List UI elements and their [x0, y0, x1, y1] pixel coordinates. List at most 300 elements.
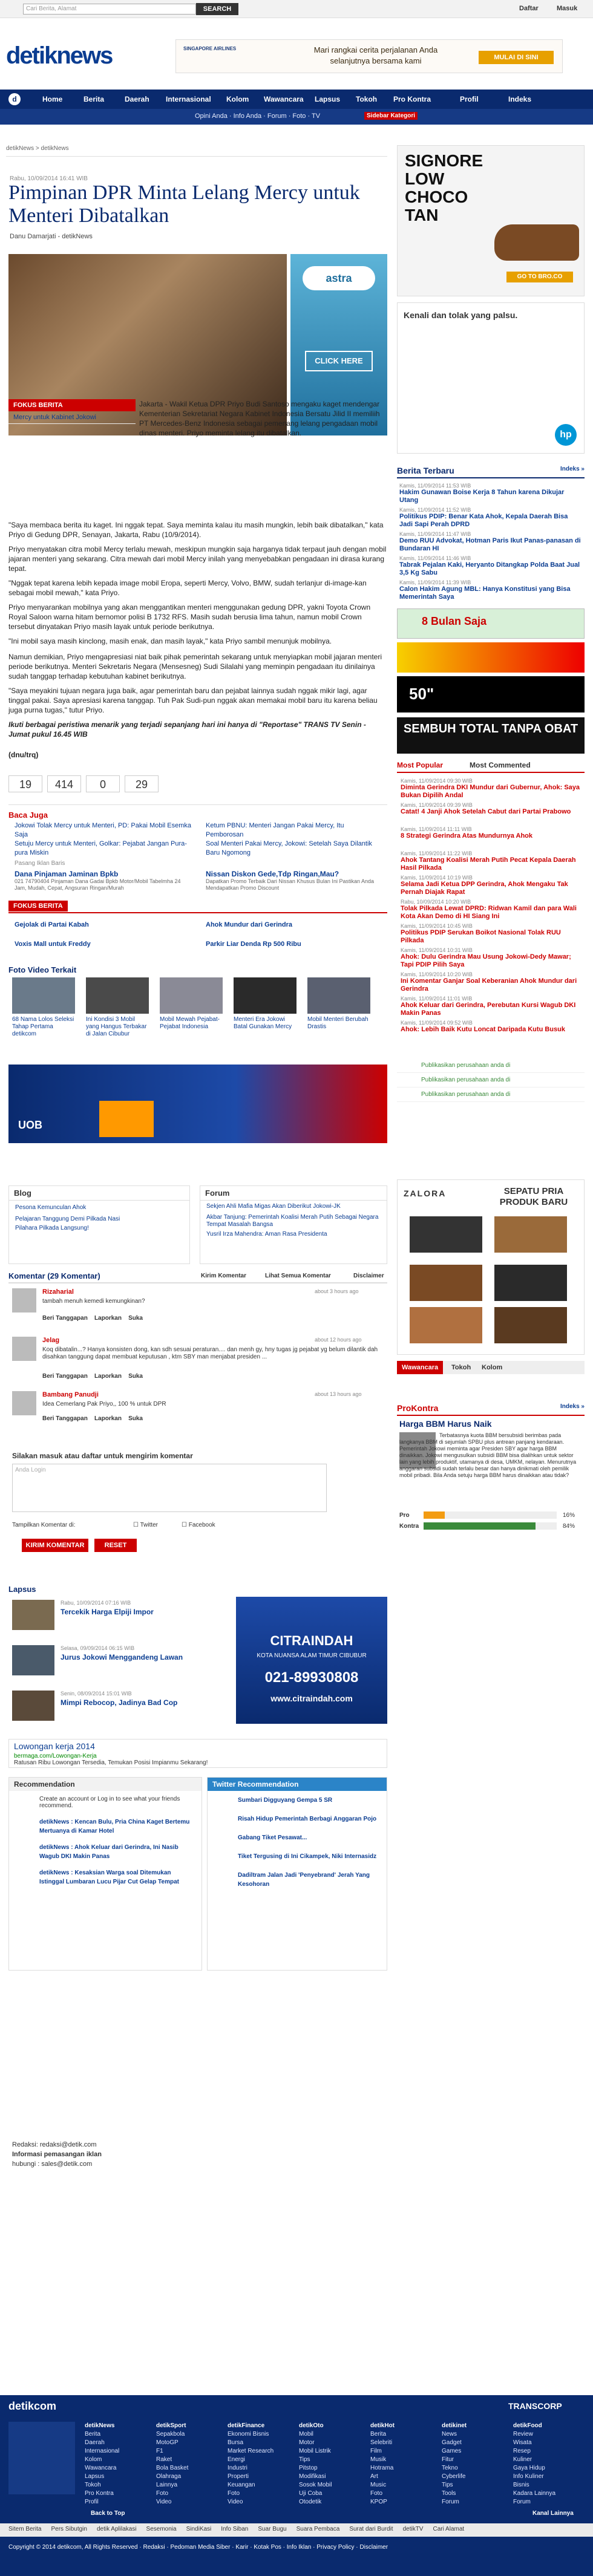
footer-link[interactable]: Hotrama	[370, 2465, 394, 2471]
foto-thumb[interactable]	[12, 977, 75, 1014]
foto-thumb[interactable]	[160, 977, 223, 1014]
footer-link[interactable]: Tips	[299, 2456, 310, 2463]
popular-item[interactable]	[401, 826, 582, 840]
reco-item[interactable]: detikNews : Ahok Keluar dari Gerindra, Ini Nasib Wagub DKI Makin Panas	[39, 1844, 179, 1860]
share-twitter[interactable]: 414	[47, 775, 81, 792]
indeks-link[interactable]: Indeks »	[560, 466, 585, 472]
comment-item	[12, 1288, 387, 1337]
lihat-semua-tab[interactable]: Lihat Semua Komentar	[265, 1273, 331, 1279]
fokus-item[interactable]: Voxis Mall untuk Freddy	[15, 941, 91, 948]
footer-link[interactable]: Musik	[370, 2456, 387, 2463]
news-headline[interactable]: Ahok: Lebih Baik Kutu Loncat Daripada Kutu Busuk	[401, 1026, 565, 1033]
footer-bottom-link[interactable]: Suar Bugu	[258, 2526, 287, 2532]
tab-most-popular[interactable]: Most Popular	[397, 761, 444, 769]
article-p2: "Saya membaca berita itu kaget. Ini nggak tepat. Saya meminta kalau itu masih mungkin, lebih baik dibatalkan," kata Priyo di Gedung DPR, Senayan, Jakarta, Rabu (10/9/2014).	[8, 521, 384, 539]
nav-daerah[interactable]: Daerah	[125, 95, 149, 103]
terbaru-item[interactable]	[399, 507, 581, 529]
news-headline[interactable]: Ahok Tantang Koalisi Merah Putih Pecat Kepala Daerah Hasil Pilkada	[401, 856, 576, 872]
tab-tokoh[interactable]: Tokoh	[451, 1364, 471, 1371]
footer-bottom-link[interactable]: Surat dari Burdit	[349, 2526, 393, 2532]
footer-link[interactable]: Review	[513, 2431, 533, 2437]
like-link[interactable]: Suka	[128, 1315, 143, 1322]
divider	[6, 156, 387, 157]
iklan-baris-title[interactable]: Nissan Diskon Gede,Tdp Ringan,Mau?	[206, 870, 339, 878]
news-headline[interactable]: Demo RUU Advokat, Hotman Paris Ikut Panas-panasan di Bundaran HI	[399, 537, 581, 552]
publikasi-box	[397, 1058, 585, 1102]
divider	[8, 804, 387, 805]
breadcrumb[interactable]: detikNews > detikNews	[6, 145, 69, 152]
lapsus-date: Rabu, 10/09/2014 07:16 WIB	[61, 1600, 131, 1606]
news-headline[interactable]: Hakim Gunawan Boise Kerja 8 Tahun karena Dikujar Utang	[399, 489, 565, 504]
footer-column-title[interactable]: detikinet	[442, 2422, 467, 2429]
ad-shoe	[494, 1265, 567, 1301]
publikasi-item[interactable]: Publikasikan perusahaan anda di	[397, 1058, 585, 1073]
baca-juga-label: Baca Juga	[8, 810, 48, 820]
article-p8: "Saya meyakini tujuan negara juga baik, agar pemerintah baru dan pejabat lainnya sudah nggak mikir lagi, agar tinggal pakai. Saya apresiasi karena tanggap. Tuh Pak Sudi-pun nggak akan memakai mobil baru itu karena beliau juga purna tugas," tutur Priyo.	[8, 686, 378, 714]
footer-link[interactable]: Mobil	[299, 2431, 313, 2437]
popular-item[interactable]	[401, 1020, 582, 1034]
article-p3: Priyo menyatakan citra mobil Mercy terlalu mewah, meskipun mungkin saja harganya tidak terpaut jauh dengan mobil jajaran menteri yang sekarang. Citra mewah dari mobil Mercy inilah yang menyebabkan pengadaan ini dirasa kurang tepat.	[8, 545, 387, 573]
redaksi-sales[interactable]: hubungi : sales@detik.com	[12, 2160, 93, 2168]
promo-ad[interactable]	[397, 642, 585, 673]
nav-pro-kontra[interactable]: Pro Kontra	[393, 95, 431, 103]
twitter-label: Twitter	[140, 1522, 159, 1528]
kirim-komentar-button[interactable]: KIRIM KOMENTAR	[22, 1539, 88, 1552]
bulan-ad[interactable]	[397, 608, 585, 639]
news-headline[interactable]: 8 Strategi Gerindra Atas Mundurnya Ahok	[401, 832, 533, 840]
baca-juga-item[interactable]: Ketum PBNU: Menteri Jangan Pakai Mercy, Itu Pemborosan	[206, 822, 344, 838]
uob-ad[interactable]	[8, 1065, 387, 1143]
twitter-reco-box	[207, 1777, 387, 1971]
footer-link[interactable]: Video	[228, 2499, 243, 2505]
lapsus-label: Lapsus	[8, 1585, 36, 1594]
comment-text: tambah menuh kemedi kemungkinan?	[42, 1298, 145, 1305]
footer-app-box[interactable]	[8, 2422, 75, 2494]
zalora-ad[interactable]	[397, 1179, 585, 1355]
main-nav	[0, 90, 593, 109]
blog-item[interactable]: Pelajaran Tanggung Demi Pilkada Nasi	[15, 1216, 120, 1222]
footer-link[interactable]: Tips	[442, 2482, 453, 2488]
forum-item[interactable]: Yusril Irza Mahendra: Aman Rasa Presidenta	[206, 1231, 327, 1237]
copyright: Copyright © 2014 detikcom, All Rights Reserved · Redaksi · Pedoman Media Siber · Karir · Kotak Pos · Info Iklan · Privacy Policy · Disclaimer	[8, 2544, 388, 2551]
article-p6: "Ini mobil saya masih kinclong, masih enak, dan masih layak," kata Priyo sambil menunjuk mobilnya.	[8, 637, 332, 645]
comment-actions[interactable]	[42, 1373, 143, 1380]
comment-item	[12, 1391, 387, 1433]
footer-column	[299, 2422, 365, 2506]
baca-juga-item[interactable]: Setuju Mercy untuk Menteri, Golkar: Pejabat Jangan Pura-pura Miskin	[15, 840, 187, 856]
footer-column	[156, 2422, 223, 2506]
news-time: Kamis, 11/09/2014 11:53 WIB	[399, 483, 471, 489]
nav-profil[interactable]: Profil	[460, 95, 479, 103]
footer-link[interactable]: Energi	[228, 2456, 245, 2463]
footer-bottom-link[interactable]: Sitem Berita	[8, 2526, 42, 2532]
reply-link[interactable]: Beri Tanggapan	[42, 1315, 88, 1322]
comment-form-title: Silakan masuk atau daftar untuk mengirim komentar	[12, 1452, 193, 1460]
comment-textarea[interactable]: Anda Login	[12, 1464, 327, 1512]
kontra-bar[interactable]	[424, 1522, 557, 1530]
footer-bottom-link[interactable]: SindiKasi	[186, 2526, 212, 2532]
popular-item[interactable]	[401, 971, 582, 993]
news-headline[interactable]: Ini Komentar Ganjar Soal Keberanian Ahok Mundur dari Gerindra	[401, 977, 577, 993]
footer-link[interactable]: Kadara Lainnya	[513, 2490, 556, 2497]
like-link[interactable]: Suka	[128, 1415, 143, 1422]
foto-caption[interactable]: 68 Nama Lolos Seleksi Tahap Pertama detikcom	[12, 1016, 74, 1037]
news-headline[interactable]: Politikus PDIP: Benar Kata Ahok, Kepala Daerah Bisa Jadi Sapi Perah DPRD	[399, 513, 568, 528]
footer-link[interactable]: Art	[370, 2473, 378, 2480]
popular-item[interactable]	[401, 850, 582, 872]
sembuh-ad[interactable]	[397, 717, 585, 754]
foto-caption[interactable]: Ini Kondisi 3 Mobil yang Hangus Terbakar di Jalan Cibubur	[86, 1016, 147, 1037]
footer-link[interactable]: Profil	[85, 2499, 99, 2505]
footer-link[interactable]: Foto	[370, 2490, 383, 2497]
terbaru-item[interactable]	[399, 531, 581, 553]
popular-item[interactable]	[401, 996, 582, 1017]
footer-column-title[interactable]: detikHot	[370, 2422, 395, 2429]
facebook-label: Facebook	[188, 1522, 215, 1528]
publikasi-item[interactable]: Publikasikan perusahaan anda di	[397, 1087, 585, 1102]
footer-link[interactable]: Properti	[228, 2473, 249, 2480]
footer-link[interactable]: Sosok Mobil	[299, 2482, 332, 2488]
footer-link[interactable]: Raket	[156, 2456, 172, 2463]
footer-link[interactable]: F1	[156, 2448, 163, 2454]
footer-link[interactable]: Bursa	[228, 2439, 244, 2446]
terbaru-item[interactable]	[399, 579, 581, 601]
footer-link[interactable]: KPOP	[370, 2499, 387, 2505]
footer-link[interactable]: Market Research	[228, 2448, 274, 2454]
lapsus-thumb[interactable]	[12, 1600, 54, 1630]
footer-link[interactable]: Industri	[228, 2465, 247, 2471]
reply-link[interactable]: Beri Tanggapan	[42, 1415, 88, 1422]
baca-juga-item[interactable]: Jokowi Tolak Mercy untuk Menteri, PD: Pakai Mobil Esemka Saja	[15, 822, 192, 838]
footer-link[interactable]: Gaya Hidup	[513, 2465, 545, 2471]
news-headline[interactable]: Ahok Keluar dari Gerindra, Perebutan Kursi Wagub DKI Makin Panas	[401, 1002, 576, 1017]
forum-item[interactable]: Akbar Tanjung: Pemerintah Koalisi Merah Putih Sebagai Negara Tempat Masalah Bangsa	[206, 1214, 379, 1228]
kanal-lainnya[interactable]: Kanal Lainnya	[532, 2510, 574, 2517]
astra-logo: astra	[303, 266, 375, 290]
article-title: Pimpinan DPR Minta Lelang Mercy untuk Menteri Dibatalkan	[8, 181, 360, 227]
prokontra-text: Terbatasnya kuota BBM bersubsidi berimbas pada langkanya BBM di sejumlah SPBU plus antrean panjang kendaraan. Pemerintah Jokowi meminta agar Presiden SBY agar harga BBM dinaikkan. Jokowi mengusulkan subsidi BBM bisa dialihkan untuk sektor lain yang lebih produktif, utamanya di desa, UMKM, nelayan. Menurutnya anggaran subsidi sudah terlalu besar dan hanya dinikmati oleh pemilik mobil pribadi. Bila Anda setuju harga BBM harus dinaikkan atau tidak?	[399, 1432, 577, 1478]
footer-link[interactable]: Berita	[85, 2431, 101, 2437]
wawancara-tabs	[397, 1361, 585, 1374]
sub-nav-badge[interactable]: Sidebar Kategori	[364, 112, 418, 120]
footer-link[interactable]: Olahraga	[156, 2473, 182, 2480]
baca-juga-item[interactable]: Soal Menteri Pakai Mercy, Jokowi: Setelah Saya Dilantik Baru Ngomong	[206, 840, 372, 856]
share-comment[interactable]: 29	[125, 775, 159, 792]
tab-kolom[interactable]: Kolom	[482, 1364, 503, 1371]
article-sign: (dnu/trq)	[8, 751, 39, 759]
footer-link[interactable]: Berita	[370, 2431, 387, 2437]
footer-link[interactable]: Lainnya	[156, 2482, 178, 2488]
comment-text: Idea Cemerlang Pak Priyo,, 100 % untuk DPR	[42, 1401, 166, 1407]
lapsus-title[interactable]: Mimpi Rebocop, Jadinya Bad Cop	[61, 1698, 178, 1707]
twitter-checkbox[interactable]: ☐ Twitter	[133, 1522, 159, 1528]
comment-time: about 13 hours ago	[315, 1391, 362, 1397]
reco-item[interactable]: detikNews : Kesaksian Warga soal Ditemukan Istinggal Lumbaran Lucu Pijar Cut Gelap Tempat	[39, 1870, 179, 1885]
news-headline[interactable]: Calon Hakim Agung MBL: Hanya Konstitusi yang Bisa Memerintah Saya	[399, 585, 571, 601]
transcorp-logo[interactable]: TRANSCORP	[508, 2401, 562, 2411]
detiknews-logo[interactable]: detiknews	[6, 42, 113, 69]
reset-button[interactable]: RESET	[94, 1539, 137, 1552]
share-google[interactable]: 0	[86, 775, 120, 792]
foto-caption[interactable]: Mobil Mewah Pejabat-Pejabat Indonesia	[160, 1016, 220, 1030]
footer-link[interactable]: Motor	[299, 2439, 315, 2446]
footer-link[interactable]: Games	[442, 2448, 462, 2454]
foto-video-label: Foto Video Terkait	[8, 965, 77, 974]
footer-link[interactable]: Fitur	[442, 2456, 454, 2463]
uob-logo: UOB	[18, 1119, 42, 1131]
lapsus-title[interactable]: Jurus Jokowi Menggandeng Lawan	[61, 1653, 183, 1661]
footer-column	[85, 2422, 151, 2506]
popular-item[interactable]	[401, 778, 582, 800]
focus-box	[8, 399, 136, 424]
detik-home-icon[interactable]: d	[8, 93, 21, 105]
iklan-baris-1[interactable]	[15, 870, 190, 892]
ad-cta-button[interactable]: GO TO BRO.CO	[506, 272, 573, 282]
news-time: Kamis, 11/09/2014 11:01 WIB	[401, 996, 473, 1002]
footer-link[interactable]: Gadget	[442, 2439, 462, 2446]
footer-column-title[interactable]: detikOto	[299, 2422, 324, 2429]
news-headline[interactable]: Ahok: Dulu Gerindra Mau Usung Jokowi-Dedy Mawar; Tapi PDIP Pilih Saya	[401, 953, 571, 968]
foto-caption[interactable]: Mobil Menteri Berubah Drastis	[307, 1016, 369, 1030]
disclaimer-tab[interactable]: Disclaimer	[353, 1273, 384, 1279]
footer-link[interactable]: Lapsus	[85, 2473, 105, 2480]
news-headline[interactable]: Diminta Gerindra DKI Mundur dari Gubernur, Ahok: Saya Bukan Dipilih Andal	[401, 784, 580, 799]
astra-cta-button[interactable]: CLICK HERE	[305, 351, 373, 371]
footer-column-title[interactable]: detikFood	[513, 2422, 542, 2429]
news-time: Kamis, 11/09/2014 11:11 WIB	[401, 826, 472, 832]
footer-link[interactable]: Cyberlife	[442, 2473, 466, 2480]
twitter-item[interactable]: Gabang Tiket Pesawat...	[238, 1834, 307, 1841]
fokus-item[interactable]: Parkir Liar Denda Rp 500 Ribu	[206, 941, 301, 948]
fokus-item[interactable]: Gejolak di Partai Kabah	[15, 921, 89, 928]
footer-link[interactable]: Pitstop	[299, 2465, 318, 2471]
popular-item[interactable]	[401, 923, 582, 945]
footer-link[interactable]: Foto	[156, 2490, 169, 2497]
footer-link[interactable]: Pro Kontra	[85, 2490, 114, 2497]
comment-user[interactable]: Rizaharial	[42, 1288, 74, 1296]
trans-tv-promo: Ikuti berbagai peristiwa menarik yang terjadi sepanjang hari ini hanya di "Reportase" TRANS TV Senin - Jumat pukul 16.45 WIB	[8, 720, 366, 739]
ad-shoe	[410, 1307, 482, 1343]
fokus-item[interactable]: Ahok Mundur dari Gerindra	[206, 921, 293, 928]
iklan-baris-2[interactable]	[206, 870, 381, 892]
tv-ad[interactable]	[397, 676, 585, 712]
news-headline[interactable]: Catat! 4 Janji Ahok Setelah Cabut dari Partai Prabowo	[401, 808, 571, 815]
report-link[interactable]: Laporkan	[94, 1415, 122, 1422]
footer-link[interactable]: Internasional	[85, 2448, 120, 2454]
share-facebook[interactable]: 19	[8, 775, 42, 792]
foto-thumb[interactable]	[307, 977, 370, 1014]
footer-link[interactable]: Keuangan	[228, 2482, 255, 2488]
tab-most-commented[interactable]: Most Commented	[470, 761, 531, 769]
footer-link[interactable]: Uji Coba	[299, 2490, 323, 2497]
nav-lapsus[interactable]: Lapsus	[315, 95, 341, 103]
footer-bottom-link[interactable]: Sesemonia	[146, 2526, 177, 2532]
article-p1: Jakarta - Wakil Ketua DPR Priyo Budi Santoso mengaku kaget mendengar Kementerian Sekretariat Negara Kabinet Indonesia Bersatu Jilid II memiliih PT Mercedes-Benz Indonesia sebagai pemenang lelang pengadaan mobil dinas menteri. Priyo meminta lelang itu dibatalkan.	[139, 400, 380, 437]
comment-actions[interactable]	[42, 1415, 143, 1422]
comment-user[interactable]: Jelag	[42, 1337, 60, 1344]
blog-item[interactable]: Pilahara Pilkada Langsung!	[15, 1225, 89, 1231]
forum-box	[200, 1185, 387, 1264]
footer-link[interactable]: Ekonomi Bisnis	[228, 2431, 269, 2437]
footer-link[interactable]: Kolom	[85, 2456, 102, 2463]
twitter-item[interactable]: Risah Hidup Pemerintah Berbagi Anggaran Pojo	[238, 1816, 377, 1822]
footer-link[interactable]: Selebriti	[370, 2439, 393, 2446]
news-headline[interactable]: Tolak Pilkada Lewat DPRD: Ridwan Kamil dan para Wali Kota Akan Demo di HI Siang Ini	[401, 905, 577, 920]
footer-column-title[interactable]: detikFinance	[228, 2422, 265, 2429]
footer-link[interactable]: Forum	[442, 2499, 459, 2505]
footer-link[interactable]: Foto	[228, 2490, 240, 2497]
iklan-baris-title[interactable]: Dana Pinjaman Jaminan Bpkb	[15, 870, 119, 878]
footer-bottom-link[interactable]: Cari Alamat	[433, 2526, 465, 2532]
pro-bar[interactable]	[424, 1511, 557, 1519]
popular-item[interactable]	[401, 947, 582, 969]
sub-nav	[0, 109, 593, 125]
singapore-airlines-ad[interactable]	[175, 39, 563, 73]
comment-actions[interactable]	[42, 1315, 143, 1322]
footer-bottom-link[interactable]: detik Aplilakasi	[96, 2526, 137, 2532]
lapsus-thumb[interactable]	[12, 1645, 54, 1675]
ad-text: Mari rangkai cerita perjalanan Anda selanjutnya bersama kami	[313, 45, 438, 65]
nav-home[interactable]: Home	[42, 95, 63, 103]
footer-bottom-link[interactable]: Info Siban	[221, 2526, 249, 2532]
footer-link[interactable]: Info Kuliner	[513, 2473, 544, 2480]
report-link[interactable]: Laporkan	[94, 1315, 122, 1322]
nav-berita[interactable]: Berita	[84, 95, 105, 103]
footer-logo[interactable]: detikcom	[8, 2400, 57, 2412]
footer-link[interactable]: MotoGP	[156, 2439, 179, 2446]
indeks-link[interactable]: Indeks »	[560, 1403, 585, 1410]
footer-bottom-link[interactable]: detikTV	[402, 2526, 424, 2532]
news-time: Kamis, 11/09/2014 09:52 WIB	[401, 1020, 473, 1026]
foto-thumb[interactable]	[86, 977, 149, 1014]
ad-shoe	[410, 1265, 482, 1301]
ad-title[interactable]: Lowongan kerja 2014	[14, 1741, 95, 1751]
sub-nav-links[interactable]: Opini Anda · Info Anda · Forum · Foto · TV	[195, 112, 321, 120]
twitter-reco-label: Twitter Recommendation	[208, 1778, 387, 1791]
kirim-komentar-tab[interactable]: Kirim Komentar	[201, 1273, 247, 1279]
comment-text: Koq dibatalin...? Hanya konsisten dong, kan sdh sesuai peraturan.... dan menh gy, hny tugas jg pejabat yg belum dilantik dah disahkan tanggung dapat membuat keputusan , ktm SBY man menjabat presiden ...	[42, 1346, 378, 1360]
footer-link[interactable]: Sepakbola	[156, 2431, 185, 2437]
footer-link[interactable]: Tekno	[442, 2465, 458, 2471]
daftar-link[interactable]: Daftar	[519, 5, 539, 12]
footer-bottom-link[interactable]: Suara Pembaca	[296, 2526, 340, 2532]
footer-link[interactable]: Modifikasi	[299, 2473, 326, 2480]
footer	[0, 2395, 593, 2576]
footer-link[interactable]: Kuliner	[513, 2456, 532, 2463]
twitter-item[interactable]: Dadiltram Jalan Jadi 'Penyebrand' Jerah Yang Kesohoran	[238, 1872, 370, 1888]
terbaru-item[interactable]	[399, 555, 581, 577]
footer-link[interactable]: Tokoh	[85, 2482, 101, 2488]
ad-title: 8 Bulan Saja	[422, 615, 487, 627]
footer-link[interactable]: Music	[370, 2482, 387, 2488]
footer-link[interactable]: Bisnis	[513, 2482, 529, 2488]
reco-cta[interactable]: Create an account or Log in to see what your friends recommend.	[39, 1796, 180, 1809]
popular-item[interactable]	[401, 875, 582, 896]
footer-column	[442, 2422, 508, 2506]
footer-link[interactable]: Daerah	[85, 2439, 105, 2446]
terbaru-item[interactable]	[399, 483, 581, 504]
footer-column-title[interactable]: detikSport	[156, 2422, 186, 2429]
ad-title: 50"	[409, 685, 434, 703]
article-date: Rabu, 10/09/2014 16:41 WIB	[10, 175, 88, 182]
foto-caption[interactable]: Menteri Era Jokowi Batal Gunakan Mercy	[234, 1016, 292, 1030]
blog-box	[8, 1185, 190, 1264]
lapsus-thumb[interactable]	[12, 1691, 54, 1721]
footer-column-title[interactable]: detikNews	[85, 2422, 115, 2429]
footer-bottom-link[interactable]: Pers Sibutgin	[51, 2526, 87, 2532]
focus-item[interactable]: Mercy untuk Kabinet Jokowi	[8, 411, 136, 424]
nav-kolom[interactable]: Kolom	[226, 95, 249, 103]
tab-wawancara[interactable]: Wawancara	[397, 1361, 443, 1374]
redaksi-line[interactable]: Redaksi: redaksi@detik.com	[12, 2141, 97, 2148]
search-button[interactable]: SEARCH	[196, 3, 238, 15]
footer-link[interactable]: Wisata	[513, 2439, 532, 2446]
popular-item[interactable]	[401, 899, 582, 921]
nav-indeks[interactable]: Indeks	[508, 95, 532, 103]
reply-link[interactable]: Beri Tanggapan	[42, 1373, 88, 1380]
footer-link[interactable]: Tools	[442, 2490, 456, 2497]
nav-internasional[interactable]: Internasional	[166, 95, 211, 103]
publikasi-item[interactable]: Publikasikan perusahaan anda di	[397, 1073, 585, 1087]
footer-link[interactable]: Resep	[513, 2448, 531, 2454]
signore-ad[interactable]	[397, 145, 585, 296]
recommendation-box	[8, 1777, 202, 1971]
pasang-iklan-label[interactable]: Pasang Iklan Baris	[15, 860, 65, 867]
nav-wawancara[interactable]: Wawancara	[264, 95, 304, 103]
footer-link[interactable]: Wawancara	[85, 2465, 117, 2471]
news-time: Kamis, 11/09/2014 10:19 WIB	[401, 875, 473, 881]
news-headline[interactable]: Tabrak Pejalan Kaki, Heryanto Ditangkap Polda Baat Jual 3,5 Kg Sabu	[399, 561, 580, 576]
news-headline[interactable]: Selama Jadi Ketua DPP Gerindra, Ahok Mengaku Tak Pernah Diajak Rapat	[401, 881, 568, 896]
popular-item[interactable]	[401, 802, 582, 816]
ad-cta-button[interactable]: MULAI DI SINI	[479, 51, 554, 64]
citraindah-ad[interactable]	[236, 1597, 387, 1724]
forum-item[interactable]: Sekjen Ahli Mafia Migas Akan Diberikut Jokowi-JK	[206, 1203, 341, 1210]
article-author: Danu Damarjati - detikNews	[10, 233, 93, 240]
nav-tokoh[interactable]: Tokoh	[356, 95, 378, 103]
facebook-checkbox[interactable]: ☐ Facebook	[182, 1522, 215, 1528]
foto-thumb[interactable]	[234, 977, 296, 1014]
twitter-item[interactable]: Sumbari Digguyang Gempa 5 SR	[238, 1797, 333, 1804]
footer-link[interactable]: Bola Basket	[156, 2465, 189, 2471]
lapsus-title[interactable]: Tercekik Harga Elpiji Impor	[61, 1608, 154, 1616]
prokontra-label: ProKontra	[397, 1403, 439, 1413]
blog-item[interactable]: Pesona Kemunculan Ahok	[15, 1204, 87, 1211]
ad-url: www.citraindah.com	[270, 1694, 353, 1703]
reco-item[interactable]: detikNews : Kencan Bulu, Pria China Kaget Bertemu Mertuanya di Kamar Hotel	[39, 1819, 190, 1834]
hp-ad[interactable]	[397, 302, 585, 454]
masuk-link[interactable]: Masuk	[557, 5, 578, 12]
komentar-header	[8, 1270, 387, 1283]
footer-link[interactable]: Film	[370, 2448, 382, 2454]
footer-link[interactable]: Video	[156, 2499, 172, 2505]
search-input[interactable]: Cari Berita, Alamat	[23, 4, 196, 15]
lowongan-ad[interactable]	[8, 1739, 387, 1768]
report-link[interactable]: Laporkan	[94, 1373, 122, 1380]
prokontra-title[interactable]: Harga BBM Harus Naik	[399, 1419, 492, 1429]
back-to-top[interactable]: Back to Top	[91, 2510, 125, 2517]
news-headline[interactable]: Politikus PDIP Serukan Boikot Nasional Tolak RUU Pilkada	[401, 929, 561, 944]
twitter-item[interactable]: Tiket Tergusing di Ini Cikampek, Niki Internasidz	[238, 1853, 377, 1860]
footer-link[interactable]: News	[442, 2431, 457, 2437]
footer-link[interactable]: Forum	[513, 2499, 531, 2505]
comment-user[interactable]: Bambang Panudji	[42, 1391, 99, 1398]
footer-link[interactable]: Otodetik	[299, 2499, 322, 2505]
footer-link[interactable]: Mobil Listrik	[299, 2448, 331, 2454]
news-time: Kamis, 11/09/2014 11:52 WIB	[399, 507, 471, 513]
like-link[interactable]: Suka	[128, 1373, 143, 1380]
ad-phone: 021-89930808	[264, 1669, 359, 1686]
